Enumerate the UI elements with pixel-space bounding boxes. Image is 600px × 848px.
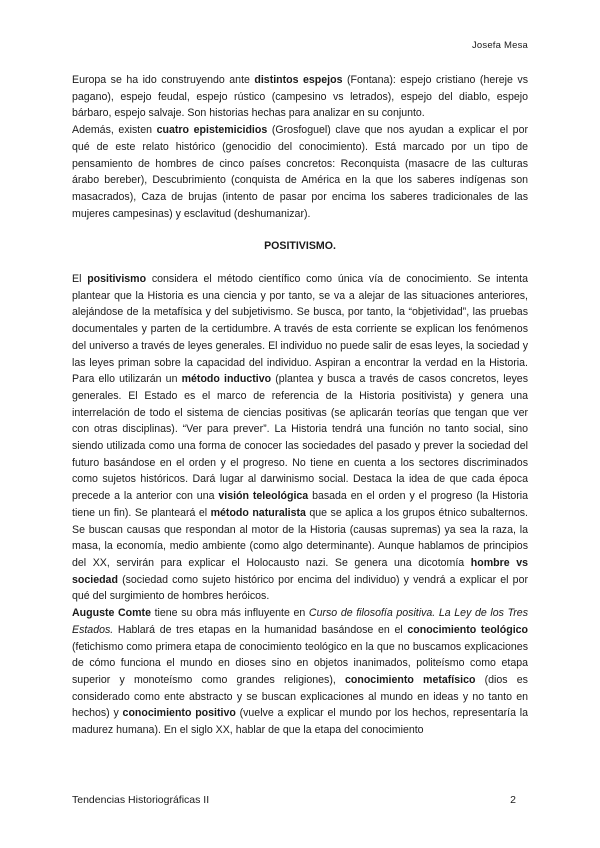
term-metodo-inductivo: método inductivo	[181, 373, 272, 386]
document-body	[72, 72, 528, 739]
term-cuatro-epistemicidios: cuatro epistemicidios	[156, 124, 268, 137]
term-auguste-comte: Auguste Comte	[72, 607, 151, 620]
page-number: 2	[510, 794, 516, 806]
paragraph-epistemicidios: Además, existen cuatro epistemicidios (Grosfoguel) clave que nos ayudan a explicar el por qué de este relato histórico (genocidio del conocimiento). Está marcado por un tipo de pensamiento de hombres de cinco países concretos: Reconquista (masacre de las culturas árabo bereber), Descubrimiento (conquista de América en la que los saberes indígenas son masacrados), Caza de brujas (intento de pasar por encima los saberes tradicionales de las mujeres campesinas) y esclavitud (deshumanizar).	[72, 124, 528, 220]
term-conocimiento-metafisico: conocimiento metafísico	[345, 673, 476, 686]
section-title: POSITIVISMO.	[264, 240, 336, 253]
term-positivismo: positivismo	[87, 273, 147, 286]
term-vision-teleologica: visión teleológica	[218, 490, 309, 503]
term-hombre-vs-sociedad: hombre vs sociedad	[72, 556, 528, 586]
term-conocimiento-teologico: conocimiento teológico	[407, 623, 529, 636]
term-metodo-naturalista: método naturalista	[210, 506, 306, 519]
term-conocimiento-positivo: conocimiento positivo	[122, 707, 236, 720]
footer-course-title: Tendencias Historiográficas II	[72, 794, 210, 806]
paragraph-espejos: Europa se ha ido construyendo ante distintos espejos (Fontana): espejo cristiano (hereje vs pagano), espejo feudal, espejo rústico (campesino vs letrados), espejo del diablo, espejo bárbaro, espejo salvaje. Son historias hechas para analizar en su conjunto.	[72, 74, 528, 120]
running-footer	[72, 794, 528, 806]
term-distintos-espejos: distintos espejos	[254, 74, 343, 86]
paragraph-positivismo: El positivismo considera el método científico como única vía de conocimiento. Se intenta plantear que la Historia es una ciencia y por tanto, se va a alejar de las situaciones anteriores, alejándose de la metafísica y del subjetivismo. Se busca, por tanto, la “objetividad”, las pruebas documentales y parten de la certidumbre. A través de esta corriente se explican los fenómenos del universo a través de leyes generales. El individuo no puede salir de esas leyes, la sociedad y las leyes priman sobre la capacidad del individuo. Aspiran a encontrar la verdad en la Historia. Para ello utilizarán un método inductivo (plantea y busca a través de casos concretos, leyes generales. El Estado es el marco de referencia de la Historia positivista) y genera una interrelación de todo el sistema de ciencias positivas (se aplicarán teorías que tengan que ver con otras disciplinas). “Ver para prever”. La Historia tendrá una función no tanto social, sino siendo utilizada como una forma de conocer las sociedades del pasado y prever la sociedad del futuro basándose en el orden y el progreso. No tiene en cuenta a los sectores discriminados como sujetos históricos. Dará lugar al darwinismo social. Destaca la idea de que cada época precede a la anterior con una visión teleológica basada en el orden y el progreso (la Historia tiene un fin). Se planteará el método naturalista que se aplica a los grupos étnico subalternos. Se buscan causas que respondan al motor de la Historia (causas supremas) ya sea la raza, la masa, la economía, medio ambiente (como algo determinante). Aunque hablamos de principios del XX, servirán para explicar el Holocausto nazi. Se genera una dicotomía hombre vs sociedad (sociedad como sujeto histórico por encima del individuo) y vendrá a explicar el por qué del surgimiento de hombres heróicos.	[72, 273, 529, 603]
book-title: Curso de filosofía positiva. La Ley de los Tres Estados.	[72, 607, 528, 636]
running-header-author: Josefa Mesa	[471, 40, 528, 51]
paragraph-auguste-comte: Auguste Comte tiene su obra más influyente en Curso de filosofía positiva. La Ley de los Tres Estados. Hablará de tres etapas en la humanidad basándose en el conocimiento teológico (fetichismo como primera etapa de conocimiento teológico en la que no buscamos explicaciones de cómo funciona el mundo en dioses sino en objetos inanimados, politeísmo como etapa superior y monoteísmo como grandes religiones), conocimiento metafísico (dios es considerado como ente abstracto y se buscan explicaciones al mundo en ideas y no tanto en hechos) y conocimiento positivo (vuelve a explicar el mundo por los hechos, representaría la madurez humana). En el siglo XX, hablar de que la etapa del conocimiento	[72, 607, 529, 737]
